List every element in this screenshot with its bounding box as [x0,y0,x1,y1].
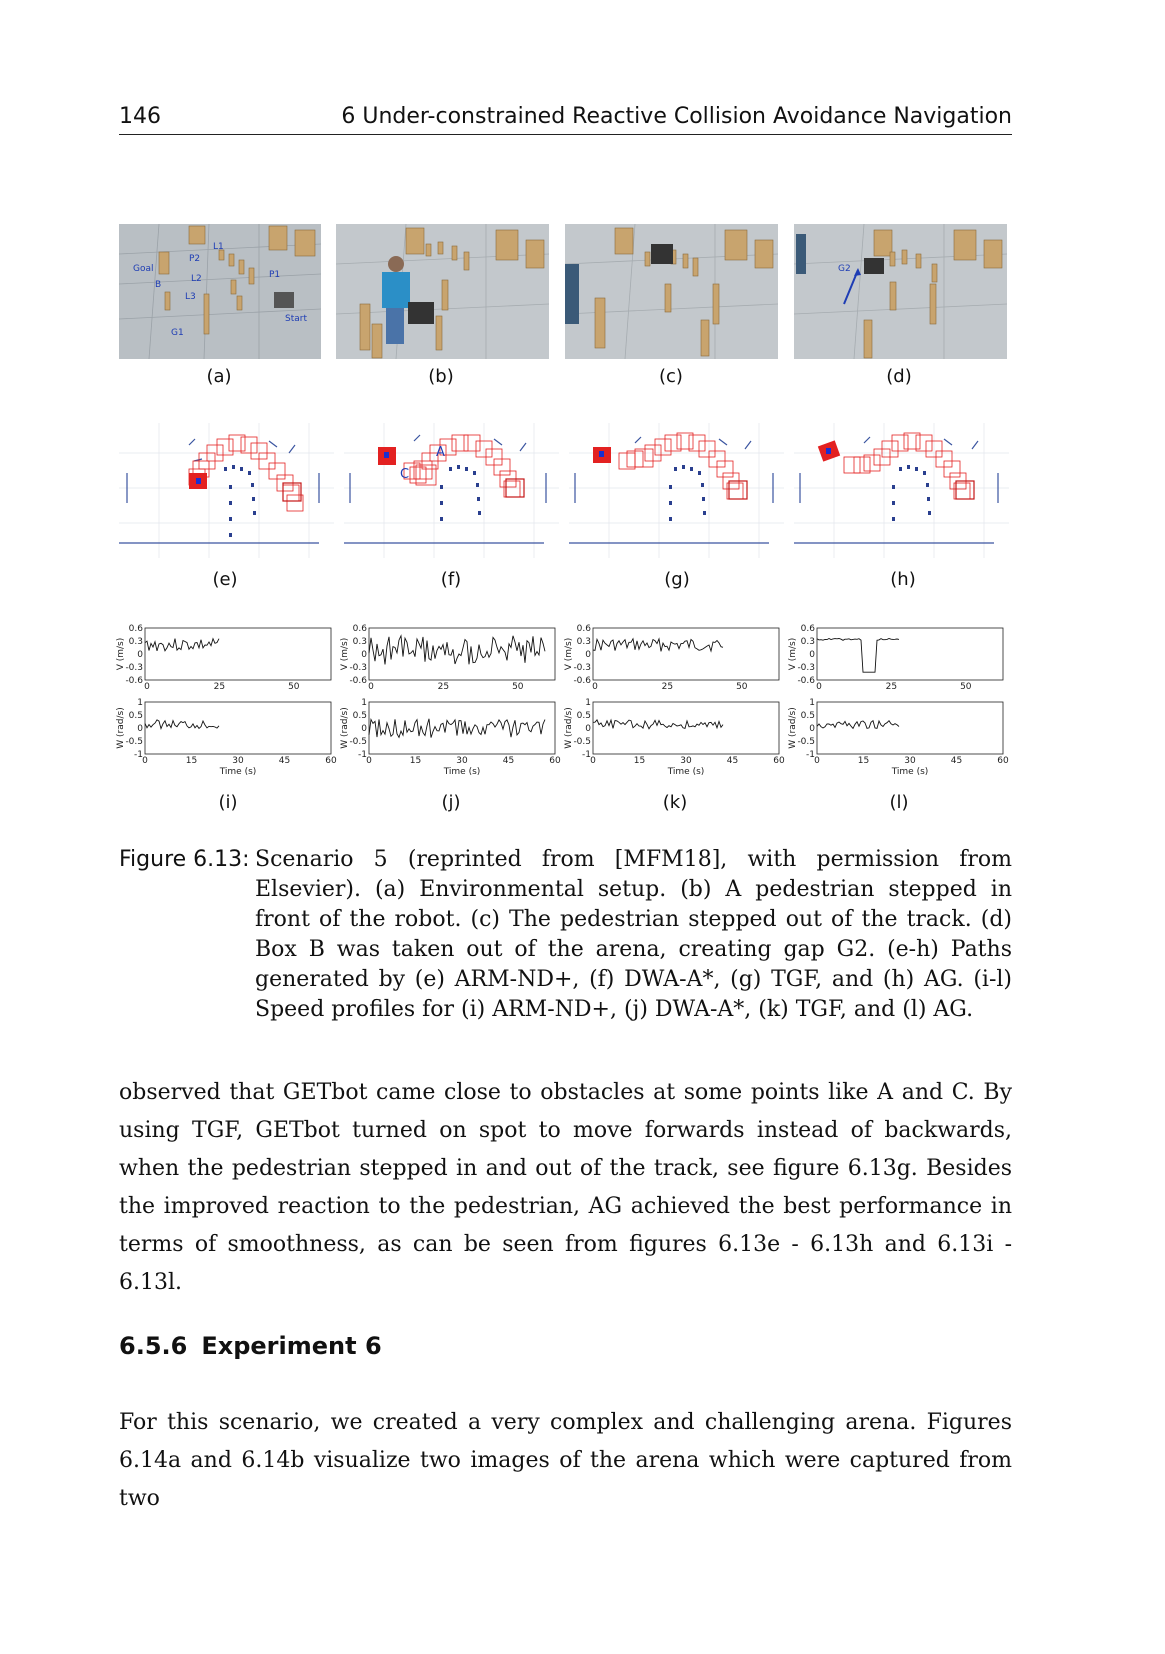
w-x-tick-label: 30 [680,756,692,766]
w-trace [817,721,899,729]
v-x-tick-label: 0 [592,682,598,692]
label-g: (g) [664,569,690,590]
body-paragraph-1: observed that GETbot came close to obstacles at some points like A and C. By using TGF, GETbot turned on spot to move forwards instead of backwards, when the pedestrian stepped in and out of the track, see figure 6.13g. Besides the improved reaction to the pedestrian, AG achieved the best performance in terms of smoothness, as can be seen from figures 6.13e - 6.13h and 6.13i - 6.13l. [119,1080,1012,1295]
v-tick-label: -0.6 [125,676,143,686]
w-trace [593,720,723,729]
label-d: (d) [886,366,912,387]
v-tick-label: 0.3 [352,637,367,647]
w-x-tick-label: 15 [633,756,646,766]
v-tick-label: 0.6 [800,624,815,634]
photo-b-pedestrian-front [336,224,549,359]
v-x-tick-label: 50 [288,682,300,692]
v-tick-label: 0 [361,650,367,660]
v-tick-label: 0 [137,650,143,660]
v-axis-label: V (m/s) [788,637,798,671]
w-tick-label: -1 [134,750,143,760]
w-x-tick-label: 45 [950,756,963,766]
w-tick-label: -0.5 [573,737,591,747]
label-b: (b) [428,366,454,387]
section-title: Experiment 6 [201,1332,382,1360]
photo-c-pedestrian-out [565,224,778,359]
w-tick-label: -1 [358,750,367,760]
w-tick-label: -1 [806,750,815,760]
v-x-tick-label: 25 [885,682,898,692]
v-tick-label: 0.3 [576,637,591,647]
v-tick-label: -0.3 [349,663,367,673]
label-h: (h) [890,569,916,590]
w-x-tick-label: 30 [904,756,916,766]
w-x-tick-label: 60 [325,756,337,766]
w-plot-frame [145,702,331,754]
w-x-tick-label: 60 [549,756,561,766]
w-tick-label: 0.5 [576,711,591,721]
section-number: 6.5.6 [119,1332,188,1360]
caption-text: Scenario 5 (reprinted from [MFM18], with permission from Elsevier). (a) Environmental setup. (b) A pedestrian stepped in front of the robot. (c) The pedestrian stepped out of the track. (d) Box B was taken out of the arena, creating gap G2. (e-h) Paths generated by (e) ARM-ND+, (f) DWA-A*, (g) TGF, and (h) AG. (i-l) Speed profiles for (i) ARM-ND+, (j) DWA-A*, (k) TGF, and (l) AG. [255,847,1012,1022]
v-tick-label: 0.3 [800,637,815,647]
w-axis-label: W (rad/s) [116,707,126,749]
v-x-tick-label: 25 [661,682,674,692]
v-tick-label: 0.3 [128,637,143,647]
w-x-tick-label: 30 [232,756,244,766]
label-e: (e) [212,569,238,590]
w-tick-label: -0.5 [797,737,815,747]
photo-d-box-removed [794,224,1007,359]
label-k: (k) [662,792,688,813]
v-tick-label: -0.6 [573,676,591,686]
w-tick-label: 1 [809,698,815,708]
plot-k-tgf [563,622,787,787]
v-tick-label: -0.6 [797,676,815,686]
v-x-tick-label: 25 [213,682,226,692]
w-x-tick-label: 15 [185,756,198,766]
w-plot-frame [593,702,779,754]
annot-c: C [400,467,410,482]
v-x-tick-label: 0 [368,682,374,692]
photo-a-setup [119,224,321,359]
w-axis-label: W (rad/s) [564,707,574,749]
annot-l3: L3 [185,292,196,302]
w-x-tick-label: 0 [142,756,148,766]
label-f: (f) [440,569,462,590]
v-tick-label: -0.3 [573,663,591,673]
v-tick-label: -0.6 [349,676,367,686]
w-x-tick-label: 15 [857,756,870,766]
map-h-ag [794,423,1009,558]
v-trace [593,639,723,652]
v-axis-label: V (m/s) [340,637,350,671]
v-x-tick-label: 50 [736,682,748,692]
time-axis-label: Time (s) [891,767,929,777]
caption-label: Figure 6.13: [119,847,250,872]
v-x-tick-label: 50 [960,682,972,692]
w-tick-label: -0.5 [349,737,367,747]
map-e-arm-nd [119,423,334,558]
time-axis-label: Time (s) [219,767,257,777]
plot-j-dwa-a [339,622,563,787]
w-tick-label: 0 [137,724,143,734]
label-i: (i) [218,792,238,813]
annot-g2: G2 [838,264,851,274]
v-plot-frame [145,628,331,680]
label-l: (l) [889,792,909,813]
w-x-tick-label: 60 [773,756,785,766]
w-trace [369,719,545,738]
w-axis-label: W (rad/s) [788,707,798,749]
v-x-tick-label: 0 [816,682,822,692]
annot-b: B [155,280,162,290]
w-tick-label: 0.5 [352,711,367,721]
annot-start: Start [285,314,307,324]
v-tick-label: 0.6 [576,624,591,634]
v-axis-label: V (m/s) [116,637,126,671]
v-plot-frame [817,628,1003,680]
w-plot-frame [817,702,1003,754]
v-x-tick-label: 0 [144,682,150,692]
v-plot-frame [369,628,555,680]
w-tick-label: 1 [361,698,367,708]
w-tick-label: 0.5 [128,711,143,721]
plot-l-ag [787,622,1011,787]
label-c: (c) [659,366,683,387]
w-x-tick-label: 0 [590,756,596,766]
v-plot-frame [593,628,779,680]
w-tick-label: 0.5 [800,711,815,721]
map-g-tgf [569,423,784,558]
v-trace [369,636,545,665]
v-tick-label: -0.3 [125,663,143,673]
time-axis-label: Time (s) [667,767,705,777]
annot-goal: Goal [133,264,154,274]
w-x-tick-label: 45 [726,756,739,766]
section-heading [119,1332,382,1360]
v-tick-label: 0.6 [128,624,143,634]
map-f-dwa-a [344,423,559,558]
annot-l2: L2 [191,274,202,284]
v-x-tick-label: 25 [437,682,450,692]
w-x-tick-label: 45 [502,756,515,766]
v-tick-label: 0 [809,650,815,660]
body-paragraph-2: For this scenario, we created a very complex and challenging arena. Figures 6.14a and 6.14b visualize two images of the arena which were captured from two [119,1410,1012,1511]
annot-l1: L1 [213,242,224,252]
page-number: 146 [119,104,161,129]
w-x-tick-label: 45 [278,756,291,766]
time-axis-label: Time (s) [443,767,481,777]
page-header [119,100,1012,135]
annot-a: A [436,445,445,460]
annot-g1: G1 [171,328,184,338]
chapter-title: 6 Under-constrained Reactive Collision Avoidance Navigation [341,104,1012,129]
annot-p1: P1 [269,270,281,280]
w-tick-label: 0 [809,724,815,734]
label-a: (a) [206,366,232,387]
v-x-tick-label: 50 [512,682,524,692]
v-tick-label: 0.6 [352,624,367,634]
w-tick-label: -0.5 [125,737,143,747]
w-tick-label: 1 [585,698,591,708]
w-x-tick-label: 30 [456,756,468,766]
w-trace [145,720,219,729]
v-trace [817,639,899,673]
w-x-tick-label: 0 [366,756,372,766]
v-trace [145,639,219,651]
plot-i-arm-nd [115,622,339,787]
w-x-tick-label: 0 [814,756,820,766]
w-tick-label: 0 [585,724,591,734]
v-tick-label: -0.3 [797,663,815,673]
v-axis-label: V (m/s) [564,637,574,671]
w-x-tick-label: 15 [409,756,422,766]
w-x-tick-label: 60 [997,756,1009,766]
w-tick-label: 0 [361,724,367,734]
w-tick-label: -1 [582,750,591,760]
w-axis-label: W (rad/s) [340,707,350,749]
v-tick-label: 0 [585,650,591,660]
annot-p2: P2 [189,254,201,264]
label-j: (j) [441,792,461,813]
w-tick-label: 1 [137,698,143,708]
